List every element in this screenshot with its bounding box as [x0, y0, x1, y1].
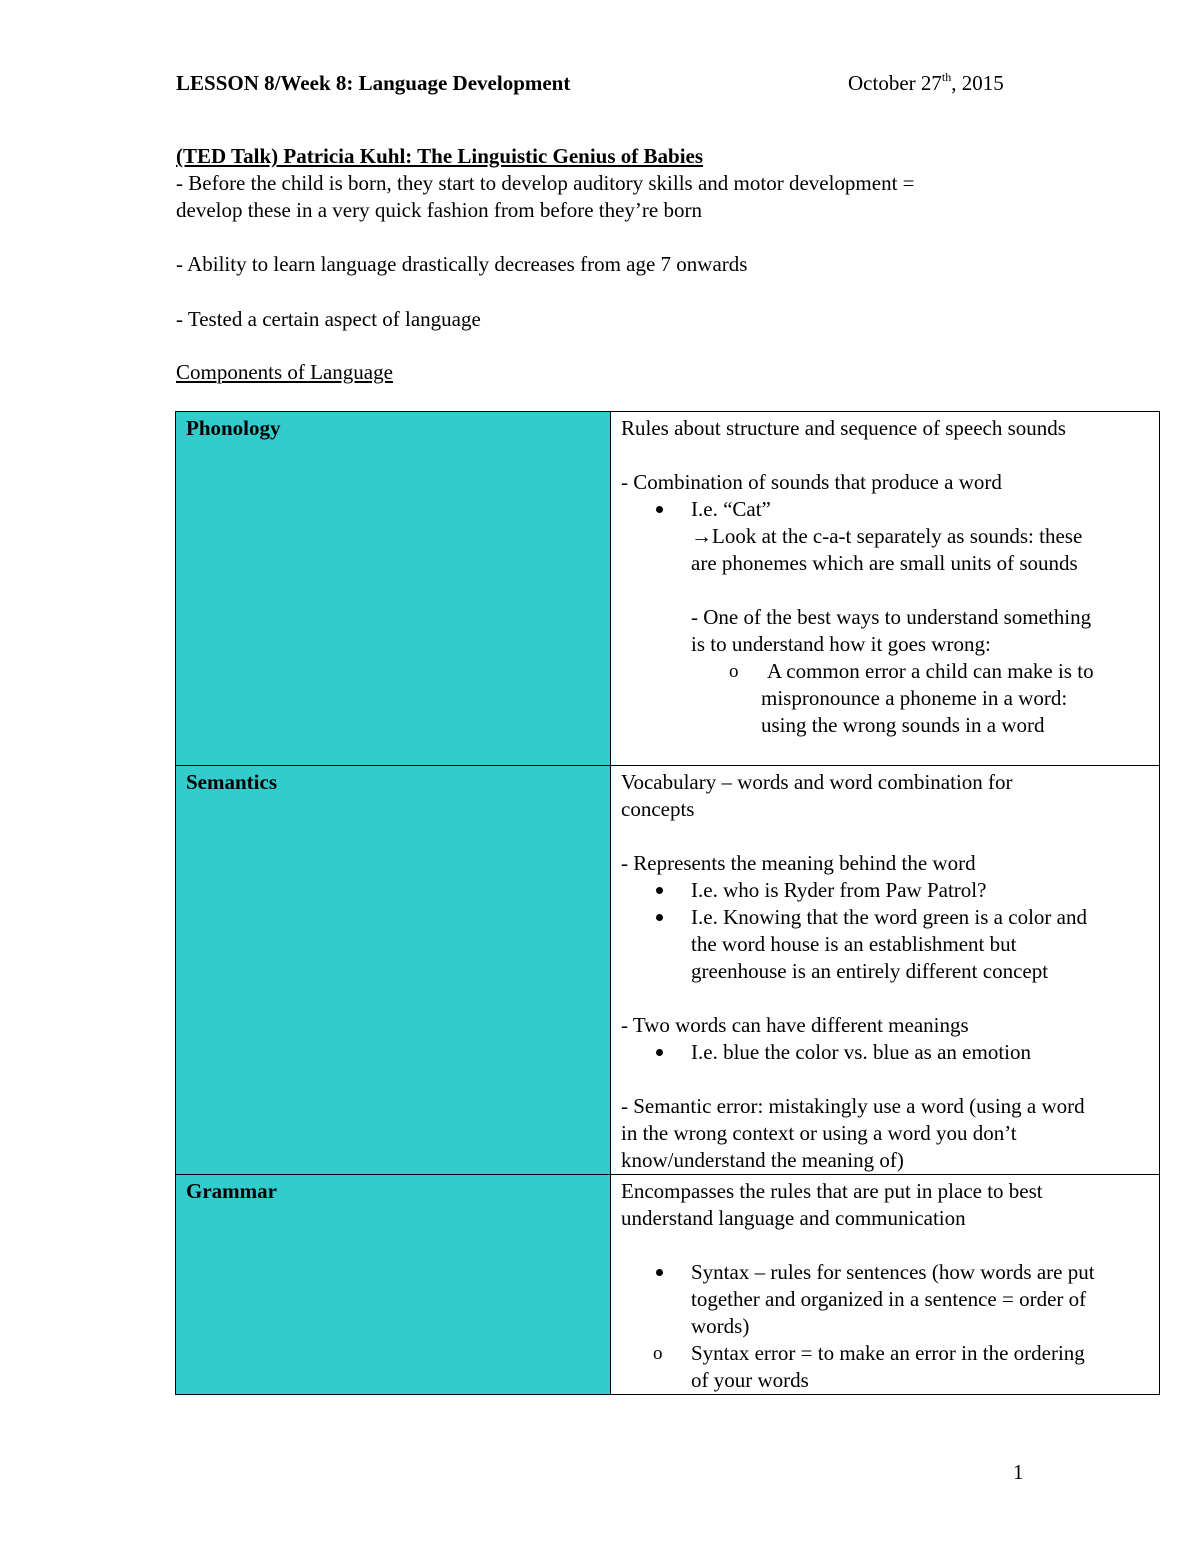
lesson-title: LESSON 8/Week 8: Language Development	[176, 71, 571, 95]
note-text: - Two words can have different meanings	[621, 1013, 969, 1037]
ted-line-3: - Ability to learn language drastically decreases from age 7 onwards	[176, 252, 748, 276]
note-text: know/understand the meaning of)	[621, 1148, 904, 1172]
list-item: Syntax – rules for sentences (how words are put	[621, 1259, 1149, 1286]
definition-cell	[611, 1175, 1160, 1395]
note-text: - One of the best ways to understand something	[691, 605, 1092, 629]
note-text: is to understand how it goes wrong:	[691, 632, 991, 656]
table-row-semantics	[176, 766, 1160, 1175]
ted-heading: (TED Talk) Patricia Kuhl: The Linguistic Genius of Babies	[176, 144, 704, 168]
ted-line-2: develop these in a very quick fashion from before they’re born	[176, 198, 702, 222]
components-heading: Components of Language	[176, 360, 393, 384]
bullet-icon	[653, 904, 691, 931]
date-ordinal: th	[941, 70, 952, 84]
circle-bullet-icon: o	[729, 661, 739, 682]
definition-cell	[611, 412, 1160, 766]
date-year: , 2015	[951, 71, 1004, 95]
arrow-icon: →	[691, 524, 712, 548]
list-item: I.e. who is Ryder from Paw Patrol?	[621, 877, 1149, 904]
list-item-circle: o Syntax error = to make an error in the ordering	[653, 1341, 1085, 1365]
ted-line-4: - Tested a certain aspect of language	[176, 307, 481, 331]
bullet-icon	[653, 1039, 691, 1066]
list-item: together and organized in a sentence = order of	[691, 1287, 1087, 1311]
list-item: words)	[691, 1314, 750, 1338]
components-table	[175, 411, 1160, 1395]
note-text: - Represents the meaning behind the word	[621, 851, 976, 875]
list-item-circle: o A common error a child can make is to	[729, 659, 1094, 683]
lesson-date	[848, 71, 1004, 96]
term-cell: Semantics	[176, 766, 611, 1175]
term-cell: Phonology	[176, 412, 611, 766]
note-text: in the wrong context or using a word you don’t	[621, 1121, 1017, 1145]
definition-text: understand language and communication	[621, 1206, 966, 1230]
list-item-sub: are phonemes which are small units of sounds	[691, 551, 1078, 575]
definition-cell	[611, 766, 1160, 1175]
term-cell: Grammar	[176, 1175, 611, 1395]
definition-text: concepts	[621, 797, 695, 821]
bullet-icon	[653, 1259, 691, 1286]
bullet-icon	[653, 496, 691, 523]
list-item: I.e. Knowing that the word green is a color and	[621, 904, 1149, 931]
list-item: I.e. “Cat”	[621, 496, 1149, 523]
date-main: October 27	[848, 71, 942, 95]
definition-text: Rules about structure and sequence of speech sounds	[621, 416, 1066, 440]
list-item-circle: mispronounce a phoneme in a word:	[761, 686, 1068, 710]
page-number: 1	[1013, 1460, 1024, 1484]
list-item: greenhouse is an entirely different concept	[691, 959, 1049, 983]
circle-bullet-icon: o	[653, 1343, 663, 1364]
note-text: - Combination of sounds that produce a word	[621, 470, 1002, 494]
list-item-sub: → Look at the c-a-t separately as sounds: these	[691, 524, 1083, 548]
definition-text: Encompasses the rules that are put in place to best	[621, 1179, 1043, 1203]
list-item-circle: using the wrong sounds in a word	[761, 713, 1045, 737]
list-item: the word house is an establishment but	[691, 932, 1017, 956]
note-text: - Semantic error: mistakingly use a word (using a word	[621, 1094, 1085, 1118]
table-row-grammar	[176, 1175, 1160, 1395]
list-item-circle: of your words	[691, 1368, 809, 1392]
table-row-phonology	[176, 412, 1160, 766]
ted-line-1: - Before the child is born, they start to develop auditory skills and motor development =	[176, 171, 915, 195]
definition-text: Vocabulary – words and word combination for	[621, 770, 1013, 794]
list-item: I.e. blue the color vs. blue as an emotion	[621, 1039, 1149, 1066]
bullet-icon	[653, 877, 691, 904]
